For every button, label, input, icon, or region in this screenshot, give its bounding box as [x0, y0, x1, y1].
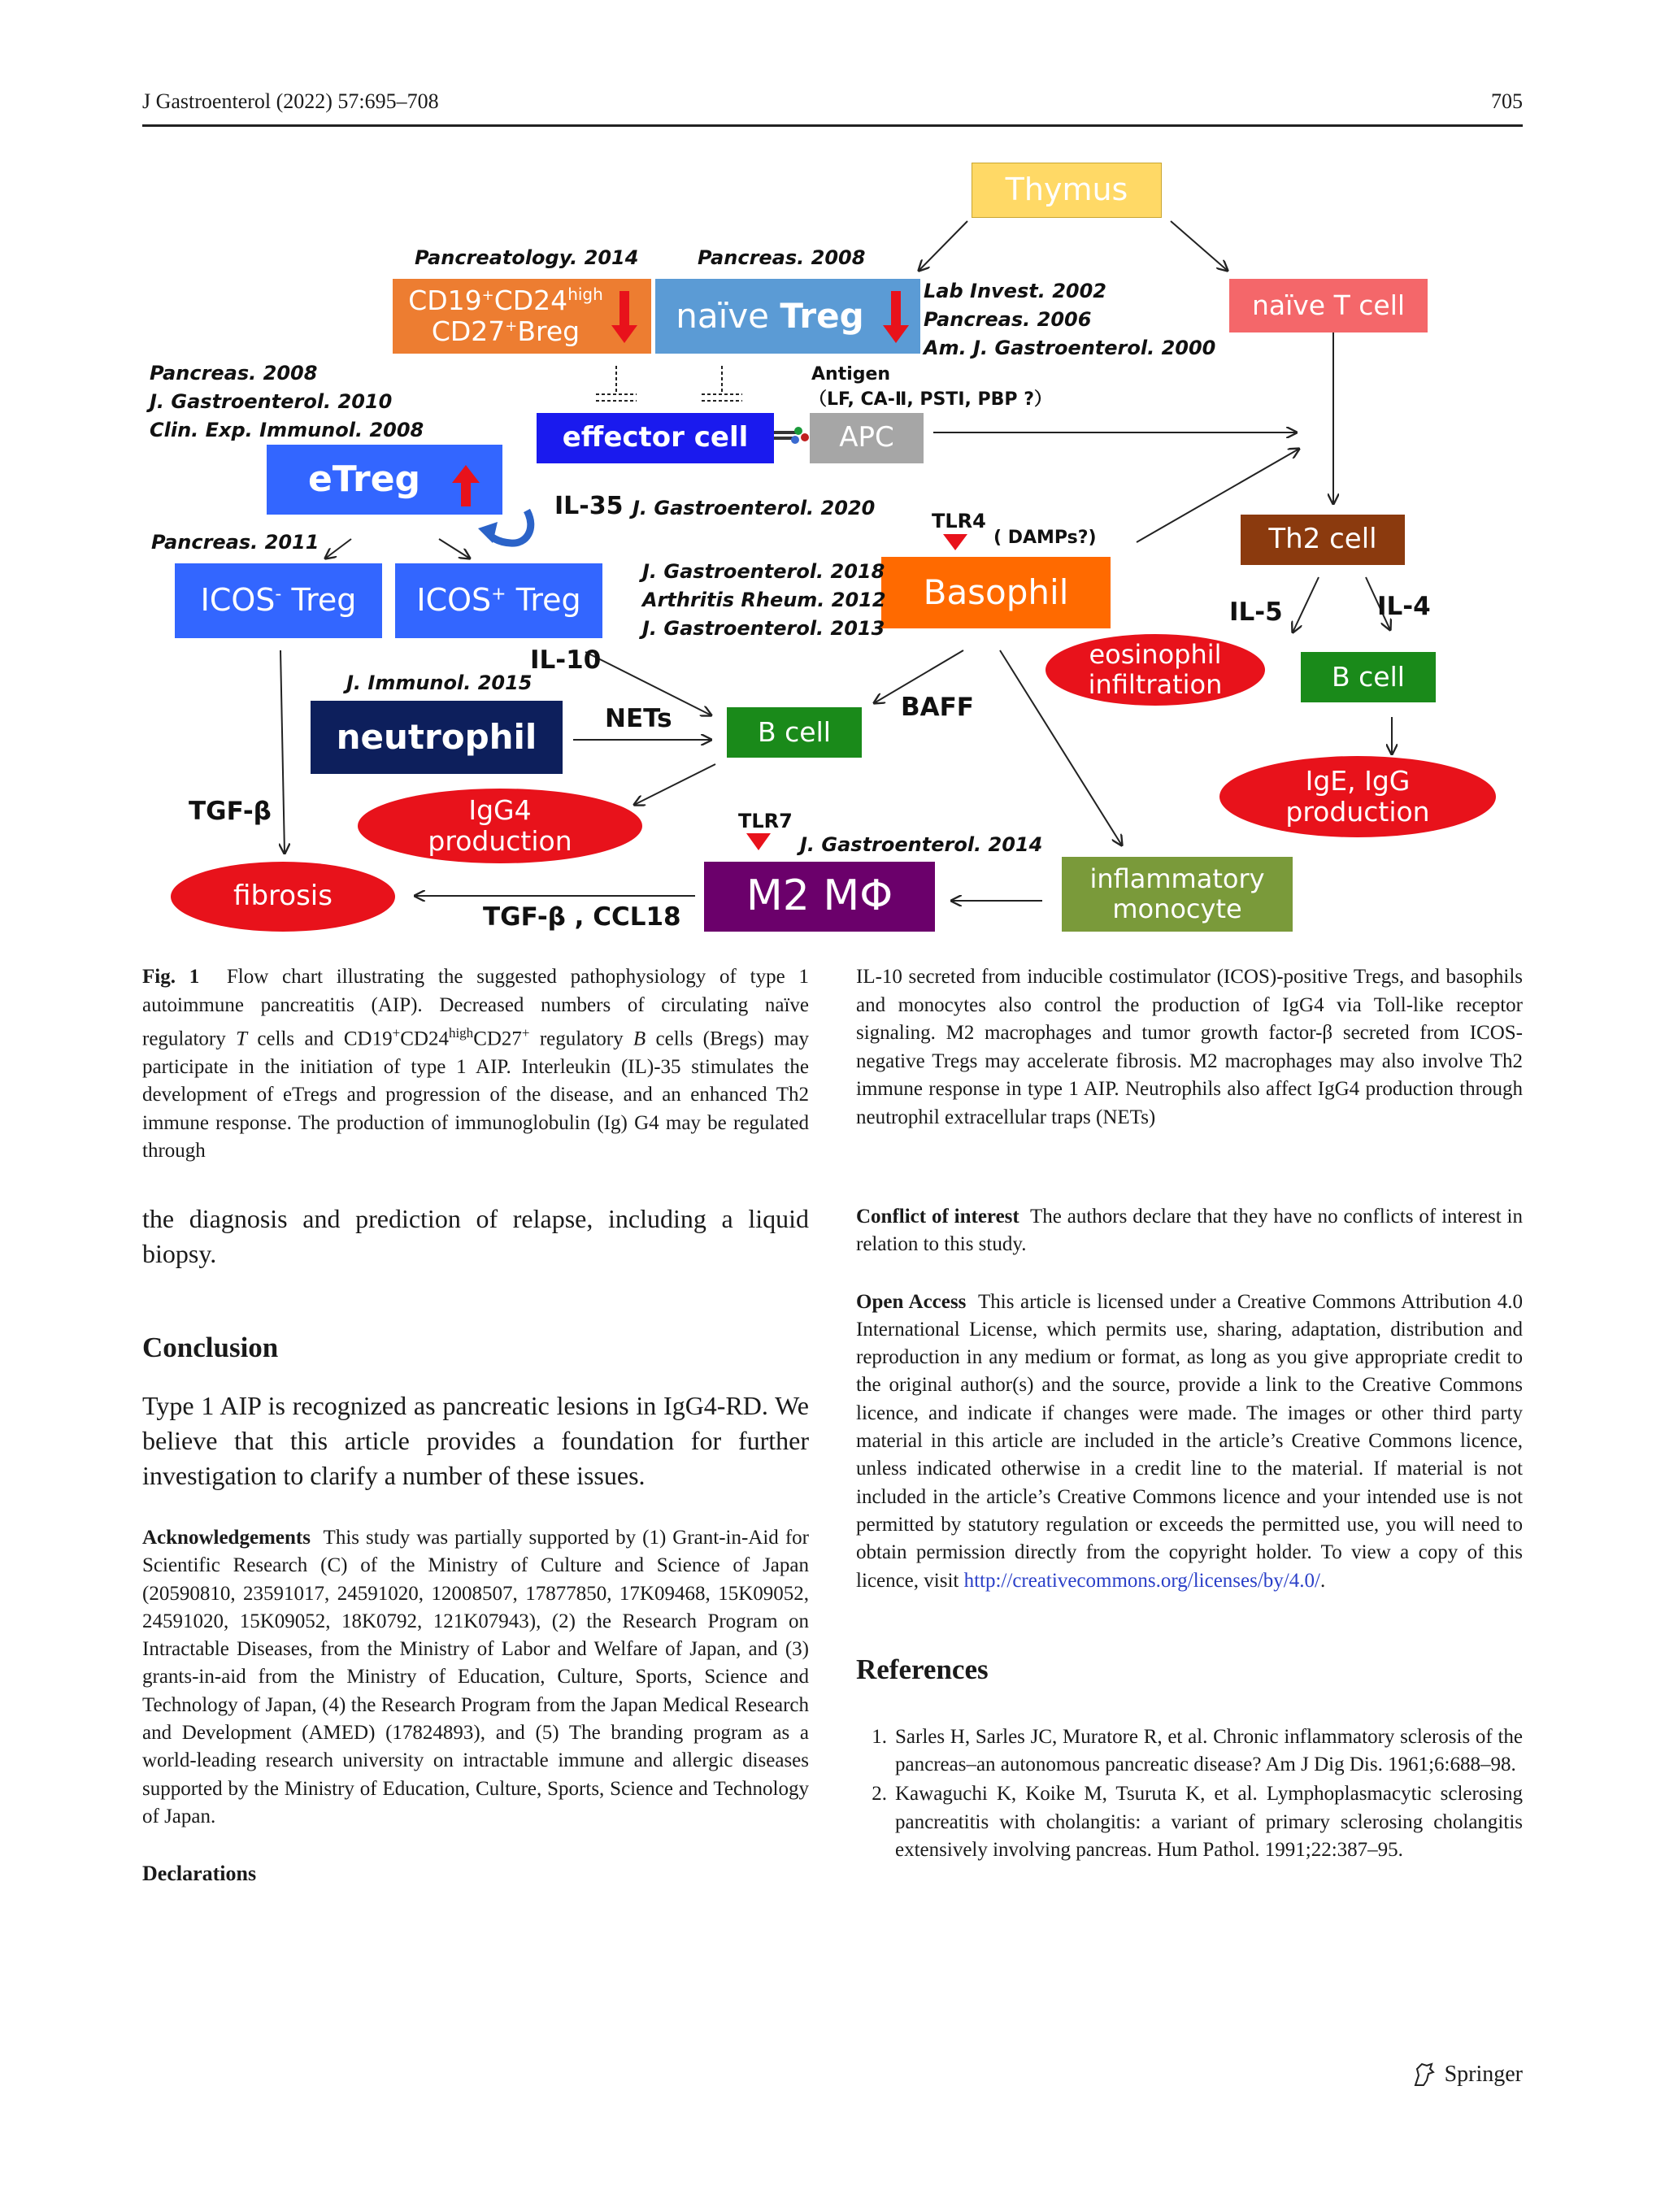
ref-lab-invest-2002: Lab Invest. 2002 [924, 280, 1106, 302]
acknowledgements-text: This study was partially supported by (1) Grant-in-Aid for Scientific Research (C) of the Ministry of Culture and Science of Japan (20590810, 23591017, 24591020, 12008507, 17877850, 17K09468, 15K09052, 24591020, 15K09052, 18K0792, 121K07943), (2) the Research Program on Intractable Diseases, from the Ministry of Labor and Welfare of Japan, and (3) grants-in-aid from the Ministry of Education, Culture, Sports, Science and Technology of Japan, (4) the Research Program from the Japan Medical Research and Development (AMED) (17824893), and (5) The branding program as a world-leading research university on intractable immune and allergic diseases supported by the Ministry of Education, Culture, Sports, Science and Technology of Japan. [142, 1527, 809, 1827]
icos-pos-icos: ICOS [416, 582, 492, 619]
node-icos-neg-treg [175, 563, 382, 638]
label-il10: IL-10 [530, 645, 602, 675]
etreg-label: eTreg [307, 458, 421, 500]
ref-pancreas-2006: Pancreas. 2006 [924, 307, 1092, 331]
declarations-heading: Declarations [142, 1862, 257, 1886]
naive-treg-naive: naïve [676, 295, 780, 336]
caption-text-2: cells and CD19 [246, 1028, 393, 1050]
figure-caption-right: IL-10 secreted from inducible costimulator (ICOS)-positive Tregs, and basophils and monocytes also control the production of IgG4 via Toll-like receptor signaling. M2 macrophages and tumor growth factor-β secreted from ICOS-negative Tregs may accelerate fibrosis. M2 macrophages may also involve Th2 immune response in type 1 AIP. Neutrophils also affect IgG4 production through neutrophil extracellular traps (NETs) [856, 966, 1523, 1128]
node-naive-t-cell: naïve T cell [1229, 279, 1428, 332]
breg-label: Breg [517, 315, 580, 347]
caption-text-4: CD27 [473, 1028, 522, 1050]
conclusion-heading: Conclusion [142, 1332, 279, 1363]
label-tlr7: TLR7 [738, 810, 793, 832]
header-rule [142, 124, 1523, 127]
page-number: 705 [1491, 89, 1523, 113]
references-heading: References [856, 1653, 989, 1685]
ref-arthritis-rheum-2012: Arthritis Rheum. 2012 [642, 588, 886, 611]
arrow-etreg-icos-pos [439, 539, 470, 558]
node-eosinophil-infiltration: eosinophil infiltration [1046, 634, 1265, 706]
arrow-thymus-naive-t [1171, 221, 1228, 271]
arrow-icos-neg-fibrosis [280, 650, 285, 854]
creative-commons-link[interactable]: http://creativecommons.org/licenses/by/4.0/ [963, 1569, 1320, 1592]
caption-text-5: regulatory [529, 1028, 633, 1050]
arrow-etreg-icos-neg [325, 539, 351, 558]
ref-j-gastro-2010: J. Gastroenterol. 2010 [150, 389, 393, 413]
node-icos-pos-treg [395, 563, 602, 638]
label-tlr4: TLR4 [932, 510, 986, 532]
coi-text: The authors declare that they have no conflicts of interest in relation to this study. [856, 1206, 1523, 1256]
ref-naive-treg-group [924, 277, 1215, 362]
references-list [856, 1723, 1523, 1864]
right-column [856, 1203, 1523, 1864]
label-tgfb-ccl18: TGF-β , CCL18 [483, 902, 681, 932]
icos-neg-sup: - [275, 584, 282, 605]
arrow-bcell-igg4 [634, 764, 715, 805]
publisher-name: Springer [1444, 2062, 1523, 2087]
node-b-cell-mid: B cell [727, 707, 862, 758]
open-access-label: Open Access [856, 1290, 967, 1313]
breg-cd27: CD27 [431, 315, 506, 347]
label-nets: NETs [605, 704, 672, 733]
naive-treg-decrease-arrowhead-icon [883, 325, 909, 343]
ref-pancreas-2008-top: Pancreas. 2008 [698, 246, 866, 269]
node-ige-igg-production: IgE, IgG production [1219, 756, 1496, 837]
breg-cd19: CD19 [408, 285, 482, 317]
ref-etreg-group [150, 359, 424, 444]
reference-item [856, 1780, 1523, 1864]
journal-citation: J Gastroenterol (2022) 57:695–708 [142, 89, 439, 113]
breg-sup-plus-2: + [505, 318, 518, 335]
node-th2-cell: Th2 cell [1241, 515, 1405, 565]
caption-italic-b: B [633, 1028, 646, 1050]
open-access-text: This article is licensed under a Creative Commons Attribution 4.0 International License, which permits use, sharing, adaptation, distribution and reproduction in any medium or format, as long as you give appropriate credit to the original author(s) and the source, provide a link to the Creative Commons licence, and indicate if changes were made. The images or other third party material in this article are included in the article’s Creative Commons licence, unless indicated otherwise in a credit line to the material. If material is not included in the article’s Creative Commons licence and your intended use is not permitted by statutory regulation or exceeds the permitted use, you will need to obtain permission directly from the copyright holder. To view a copy of this licence, visit [856, 1290, 1523, 1592]
node-b-cell-right: B cell [1301, 652, 1436, 702]
reference-text: Sarles H, Sarles JC, Muratore R, et al. Chronic inflammatory sclerosis of the pancreas–an autonomous pancreatic disease? Am J Dig Dis. 1961;6:688–98. [895, 1725, 1523, 1776]
continuation-paragraph: the diagnosis and prediction of relapse, including a liquid biopsy. [142, 1204, 809, 1268]
ref-pancreatology-2014: Pancreatology. 2014 [415, 246, 639, 269]
acknowledgements-label: Acknowledgements [142, 1527, 311, 1549]
breg-decrease-arrowhead-icon [611, 325, 637, 343]
ref-clin-exp-immunol-2008: Clin. Exp. Immunol. 2008 [150, 418, 424, 441]
naive-treg-decrease-arrow-icon [891, 291, 901, 327]
open-access-paragraph [856, 1289, 1523, 1595]
reference-number: 1. [872, 1725, 887, 1748]
arrow-th2-eosinophil [1293, 577, 1319, 632]
caption-sup-1: + [392, 1025, 401, 1041]
caption-sup-3: + [521, 1025, 530, 1041]
springer-horse-logo-icon [1411, 2061, 1438, 2088]
figure-1-flowchart [0, 146, 1665, 959]
caption-text-6: cells (Bregs) may participate in the initiation of type 1 AIP. Interleukin (IL)-35 stimulates the development of eTregs and progression of the disease, and an enhanced Th2 immune response. The production of immunoglobulin (Ig) G4 may be regulated through [142, 1028, 810, 1162]
etreg-increase-arrow-shaft-icon [461, 482, 471, 506]
antigen-presentation-icon [774, 427, 809, 444]
node-apc: APC [810, 413, 924, 463]
ref-j-immunol-2015: J. Immunol. 2015 [346, 671, 533, 694]
open-access-end: . [1319, 1569, 1326, 1592]
ref-pancreas-2008: Pancreas. 2008 [150, 362, 318, 385]
coi-paragraph [856, 1203, 1523, 1259]
node-neutrophil: neutrophil [311, 701, 563, 774]
label-antigen-list: （LF, CA-Ⅱ, PSTI, PBP ?） [809, 389, 1052, 410]
breg-sup-high: high [567, 285, 603, 305]
node-effector-cell: effector cell [537, 413, 774, 463]
reference-item [856, 1723, 1523, 1780]
label-il4: IL-4 [1377, 592, 1431, 621]
naive-treg-treg: Treg [780, 295, 864, 336]
node-inflammatory-monocyte: inflammatory monocyte [1062, 857, 1293, 932]
caption-italic-t: T [236, 1028, 247, 1050]
node-igg4-production: IgG4 production [358, 789, 642, 863]
ref-j-gastro-2018: J. Gastroenterol. 2018 [642, 560, 885, 583]
node-m2-macrophage: M2 MΦ [704, 862, 935, 932]
caption-text-3: CD24 [400, 1028, 449, 1050]
caption-sup-2: high [448, 1025, 474, 1041]
acknowledgements-paragraph [142, 1524, 809, 1831]
label-antigen: Antigen [811, 364, 891, 385]
conclusion-paragraph: Type 1 AIP is recognized as pancreatic lesions in IgG4-RD. We believe that this article provides a foundation for further investigation to clarify a number of these issues. [142, 1391, 809, 1490]
tlr4-triangle-icon [943, 534, 967, 550]
node-fibrosis: fibrosis [171, 862, 395, 932]
ref-j-gastro-2014: J. Gastroenterol. 2014 [800, 833, 1043, 856]
icos-neg-treg: Treg [281, 582, 357, 619]
tlr7-triangle-icon [746, 833, 771, 850]
coi-label: Conflict of interest [856, 1206, 1019, 1228]
node-naive-treg [655, 279, 920, 354]
label-il35: IL-35 [554, 492, 624, 520]
label-damps: ( DAMPs?) [993, 528, 1097, 548]
reference-text: Kawaguchi K, Koike M, Tsuruta K, et al. Lymphoplasmacytic sclerosing pancreatitis with cholangitis: a variant of primary sclerosing cholangitis extensively involving pancreas. Hum Pathol. 1991;22:387–95. [895, 1783, 1523, 1862]
node-thymus: Thymus [972, 163, 1162, 218]
reference-number: 2. [872, 1783, 887, 1806]
ref-j-gastro-2020: J. Gastroenterol. 2020 [633, 497, 876, 519]
caption-label: Fig. 1 [142, 966, 200, 988]
arrow-thymus-naive-treg [919, 221, 967, 271]
ref-am-j-gastro-2000: Am. J. Gastroenterol. 2000 [924, 336, 1216, 359]
label-baff: BAFF [901, 693, 974, 722]
breg-cd24: CD24 [493, 285, 568, 317]
icos-pos-sup: + [491, 584, 506, 605]
ref-basophil-group [642, 558, 886, 642]
left-column [142, 1202, 809, 1886]
caption-text-1: Flow chart illustrating the suggested pathophysiology of type 1 autoimmune pancreatitis (AIP). Decreased numbers of circulating naïve regulatory [142, 966, 809, 1050]
publisher-footer [1411, 2061, 1523, 2088]
label-tgfb: TGF-β [189, 797, 272, 826]
breg-sup-plus: + [481, 287, 494, 305]
icos-neg-icos: ICOS [200, 582, 276, 619]
label-il5: IL-5 [1229, 598, 1283, 627]
node-basophil: Basophil [881, 557, 1111, 628]
icos-pos-treg: Treg [506, 582, 581, 619]
ref-j-gastro-2013: J. Gastroenterol. 2013 [642, 616, 885, 640]
etreg-increase-arrow-icon [452, 465, 480, 483]
figure-caption-left [142, 963, 809, 1166]
ref-pancreas-2011: Pancreas. 2011 [151, 531, 320, 554]
breg-decrease-arrow-icon [619, 291, 629, 327]
